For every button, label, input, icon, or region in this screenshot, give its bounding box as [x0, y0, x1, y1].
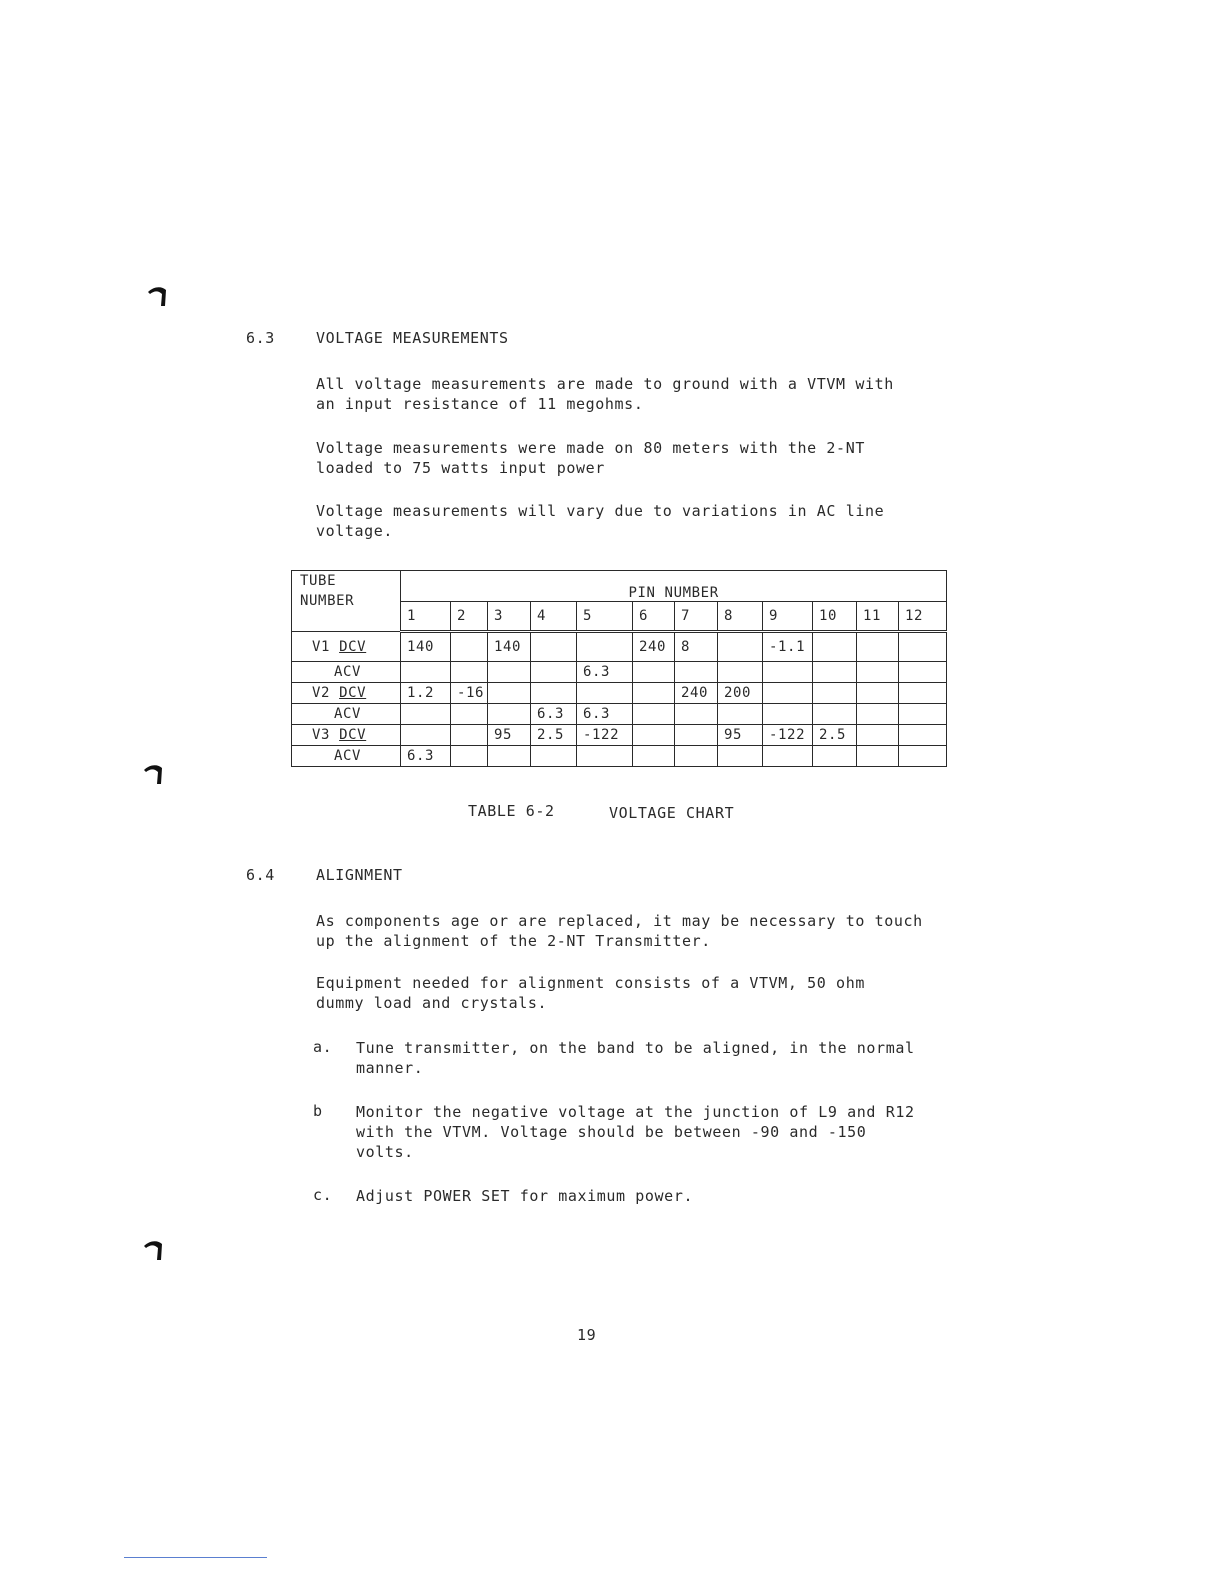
table-cell — [899, 632, 947, 662]
table-cell — [633, 725, 675, 746]
table-cell — [675, 704, 718, 725]
table-cell: 8 — [675, 632, 718, 662]
table-cell — [488, 683, 531, 704]
row-label: ACV — [292, 704, 401, 725]
binder-hole-mark-1 — [146, 284, 170, 308]
table-cell — [899, 746, 947, 767]
paragraph-line: Equipment needed for alignment consists of a VTVM, 50 ohm — [316, 974, 865, 992]
paragraph — [316, 438, 865, 478]
table-cell — [813, 704, 857, 725]
paragraph-line: an input resistance of 11 megohms. — [316, 395, 644, 413]
table-cell: -122 — [763, 725, 813, 746]
paragraph-line: As components age or are replaced, it may be necessary to touch — [316, 912, 923, 930]
pin-header-cell: 12 — [899, 602, 947, 632]
section-number: 6.3 — [246, 329, 275, 347]
paragraph — [316, 973, 865, 1013]
pin-header-cell: 2 — [451, 602, 488, 632]
row-label: ACV — [292, 746, 401, 767]
pin-header-cell: 10 — [813, 602, 857, 632]
row-label: ACV — [292, 662, 401, 683]
section-number: 6.4 — [246, 866, 275, 884]
table-cell: 95 — [718, 725, 763, 746]
pin-header-cell: 7 — [675, 602, 718, 632]
table-cell — [899, 683, 947, 704]
table-cell — [401, 704, 451, 725]
table-cell — [718, 704, 763, 725]
paragraph-line: voltage. — [316, 522, 394, 540]
paragraph-line: dummy load and crystals. — [316, 994, 548, 1012]
table-cell — [577, 632, 633, 662]
table-cell: 6.3 — [401, 746, 451, 767]
table-cell — [488, 704, 531, 725]
table-cell — [899, 704, 947, 725]
table-cell: 6.3 — [577, 662, 633, 683]
table-cell — [718, 662, 763, 683]
pin-header-cell: 11 — [857, 602, 899, 632]
table-cell: 1.2 — [401, 683, 451, 704]
table-cell — [577, 746, 633, 767]
table-cell — [531, 632, 577, 662]
table-cell — [718, 632, 763, 662]
table-cell — [857, 683, 899, 704]
step-marker: c. — [313, 1186, 333, 1204]
table-cell — [763, 746, 813, 767]
table-cell — [451, 662, 488, 683]
pin-header-cell: 5 — [577, 602, 633, 632]
pin-header-cell: 4 — [531, 602, 577, 632]
paragraph-line: Voltage measurements will vary due to variations in AC line — [316, 502, 885, 520]
row-label: V2 DCV — [292, 683, 401, 704]
table-cell: -16 — [451, 683, 488, 704]
table-cell — [857, 662, 899, 683]
table-cell — [857, 704, 899, 725]
paragraph-line: up the alignment of the 2-NT Transmitter. — [316, 932, 711, 950]
tube-number-header: TUBE NUMBER — [292, 571, 401, 632]
footer-rule — [124, 1557, 267, 1558]
table-cell — [763, 683, 813, 704]
table-cell: 6.3 — [531, 704, 577, 725]
pin-header-cell: 8 — [718, 602, 763, 632]
step-text: Tune transmitter, on the band to be aligned, in the normal manner. — [356, 1039, 915, 1077]
table-cell: 240 — [633, 632, 675, 662]
table-cell — [763, 662, 813, 683]
table-cell — [763, 704, 813, 725]
section-title: ALIGNMENT — [316, 866, 403, 884]
table-cell — [488, 746, 531, 767]
paragraph — [316, 911, 923, 951]
pin-header-cell: 6 — [633, 602, 675, 632]
table-cell: 95 — [488, 725, 531, 746]
table-cell — [675, 725, 718, 746]
step-text: Monitor the negative voltage at the junction of L9 and R12 with the VTVM. Voltage should be between -90 and -150 volts. — [356, 1103, 915, 1161]
table-cell — [633, 704, 675, 725]
table-cell — [401, 725, 451, 746]
table-cell — [531, 662, 577, 683]
voltage-chart-table — [291, 570, 947, 767]
binder-hole-mark-3 — [142, 1238, 166, 1262]
table-cell: 2.5 — [531, 725, 577, 746]
table-cell: 140 — [488, 632, 531, 662]
pin-header-cell: 9 — [763, 602, 813, 632]
page-number: 19 — [577, 1326, 597, 1344]
table-cell — [488, 662, 531, 683]
binder-hole-mark-2 — [142, 762, 166, 786]
table-cell — [633, 662, 675, 683]
table-cell — [857, 632, 899, 662]
table-cell — [675, 746, 718, 767]
table-cell — [451, 704, 488, 725]
table-row — [292, 704, 947, 725]
table-cell: -122 — [577, 725, 633, 746]
table-cell — [857, 746, 899, 767]
table-cell — [451, 725, 488, 746]
table-cell — [451, 746, 488, 767]
step-marker: a. — [313, 1038, 333, 1056]
table-cell — [675, 662, 718, 683]
step-text: Adjust POWER SET for maximum power. — [356, 1187, 694, 1205]
table-caption-title: VOLTAGE CHART — [609, 804, 735, 822]
table-cell — [451, 632, 488, 662]
table-cell — [531, 746, 577, 767]
paragraph — [316, 501, 884, 541]
table-cell — [813, 683, 857, 704]
table-row — [292, 725, 947, 746]
paragraph-line: Voltage measurements were made on 80 meters with the 2-NT — [316, 439, 865, 457]
paragraph-line: All voltage measurements are made to ground with a VTVM with — [316, 375, 894, 393]
table-cell — [401, 662, 451, 683]
table-cell — [857, 725, 899, 746]
table-cell — [813, 662, 857, 683]
table-cell: 240 — [675, 683, 718, 704]
row-label: V3 DCV — [292, 725, 401, 746]
table-caption-label: TABLE 6-2 — [468, 802, 555, 820]
table-cell: -1.1 — [763, 632, 813, 662]
table-row — [292, 746, 947, 767]
paragraph-line: loaded to 75 watts input power — [316, 459, 605, 477]
pin-header-cell: 1 — [401, 602, 451, 632]
table-cell — [531, 683, 577, 704]
pin-header-cell: 3 — [488, 602, 531, 632]
row-label: V1 DCV — [292, 632, 401, 662]
table-cell — [633, 746, 675, 767]
table-cell — [813, 746, 857, 767]
table-cell — [718, 746, 763, 767]
table-cell — [899, 725, 947, 746]
table-cell — [813, 632, 857, 662]
table-cell: 200 — [718, 683, 763, 704]
table-cell — [577, 683, 633, 704]
pin-number-header: PIN NUMBER — [401, 571, 947, 602]
table-cell — [899, 662, 947, 683]
table-row — [292, 662, 947, 683]
section-title: VOLTAGE MEASUREMENTS — [316, 329, 509, 347]
step-marker: b — [313, 1102, 323, 1120]
table-row — [292, 683, 947, 704]
table-cell — [633, 683, 675, 704]
table-row — [292, 632, 947, 662]
table-cell: 140 — [401, 632, 451, 662]
table-cell: 6.3 — [577, 704, 633, 725]
table-cell: 2.5 — [813, 725, 857, 746]
paragraph — [316, 374, 894, 414]
